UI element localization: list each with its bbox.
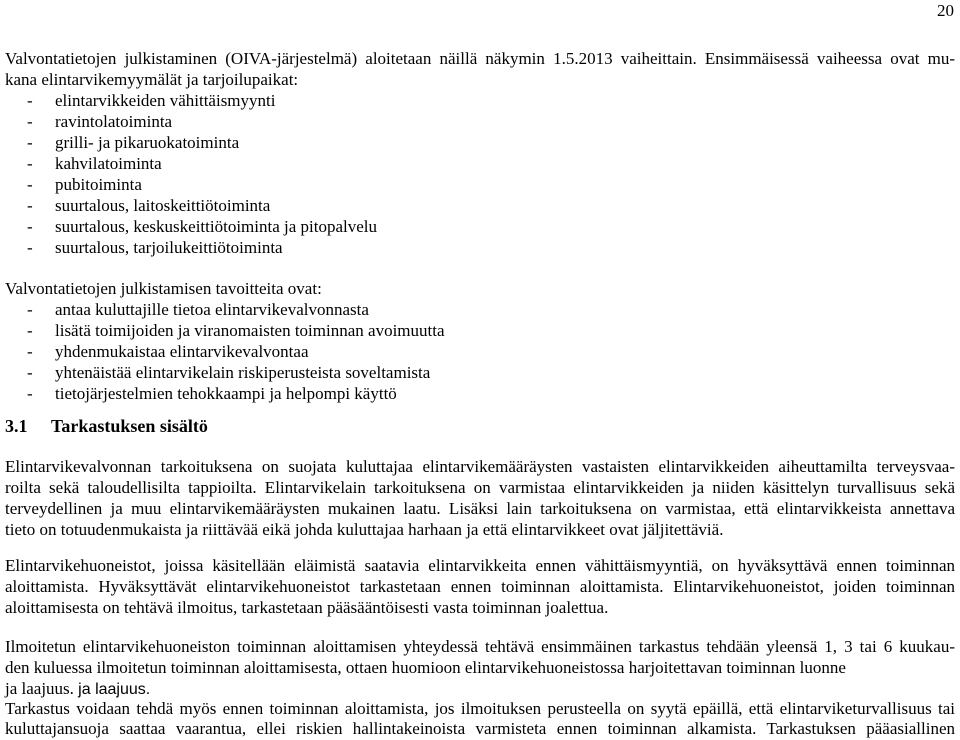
list-item bbox=[5, 154, 162, 174]
dash-bullet: - bbox=[27, 133, 33, 152]
laajuus-sans: ja laajuus. bbox=[78, 681, 151, 698]
list-item bbox=[5, 342, 309, 362]
paragraph-line: Elintarvikehuoneistot, joissa käsitellään eläimistä saatavia elintarvikkeita ennen vähittäismyyntiä, on hyväksyttävä ennen toiminnan bbox=[5, 556, 955, 575]
list-item-text: suurtalous, laitoskeittiötoiminta bbox=[55, 196, 271, 215]
laajuus-serif: ja laajuus. bbox=[5, 679, 74, 698]
list-item bbox=[5, 175, 142, 195]
list-item-text: yhtenäistää elintarvikelain riskiperusteista soveltamista bbox=[55, 363, 431, 382]
list-item-text: yhdenmukaistaa elintarvikevalvontaa bbox=[55, 342, 309, 361]
dash-bullet: - bbox=[27, 91, 33, 110]
paragraph-line: den kuluessa ilmoitetun toiminnan aloittamisesta, ottaen huomioon elintarvikehuoneistossa harjoitettavan toiminnan luonne bbox=[5, 658, 846, 677]
dash-bullet: - bbox=[27, 363, 33, 382]
list-item bbox=[5, 133, 239, 153]
intro-line-2: kana elintarvikemyymälät ja tarjoilupaikat: bbox=[5, 70, 299, 89]
section-number: 3.1 bbox=[5, 416, 28, 436]
page-number: 20 bbox=[937, 1, 954, 20]
list-item-text: ravintolatoiminta bbox=[55, 112, 173, 131]
section-heading bbox=[5, 416, 208, 436]
dash-bullet: - bbox=[27, 112, 33, 131]
paragraph-line: Ilmoitetun elintarvikehuoneiston toiminnan aloittamisen yhteydessä tehtävä ensimmäinen tarkastus tehdään yleensä 1, 3 tai 6 kuukau- bbox=[5, 637, 955, 656]
intro-line-1: Valvontatietojen julkistaminen (OIVA-järjestelmä) aloitetaan näillä näkymin 1.5.2013 vaiheittain. Ensimmäisessä vaiheessa ovat mu- bbox=[5, 49, 955, 68]
dash-bullet: - bbox=[27, 321, 33, 340]
paragraph-line: aloittamisesta on tehtävä ilmoitus, tarkastetaan pääsääntöisesti vasta toiminnan joalettua. bbox=[5, 598, 609, 617]
list-item-text: suurtalous, keskuskeittiötoiminta ja pitopalvelu bbox=[55, 217, 378, 236]
dash-bullet: - bbox=[27, 175, 33, 194]
dash-bullet: - bbox=[27, 217, 33, 236]
paragraph-line: aloittamista. Hyväksyttävät elintarvikehuoneistot tarkastetaan ennen toiminnan aloittamista. Elintarvikehuoneistot, joiden toiminnan bbox=[5, 577, 955, 596]
list-item-text: kahvilatoiminta bbox=[55, 154, 162, 173]
paragraph-line: Tarkastus voidaan tehdä myös ennen toiminnan aloittamista, jos ilmoituksen perusteella on syytä epäillä, että elintarviketurvallisuus tai bbox=[5, 699, 955, 718]
dash-bullet: - bbox=[27, 342, 33, 361]
list-item-text: pubitoiminta bbox=[55, 175, 142, 194]
section-title: Tarkastuksen sisältö bbox=[51, 416, 208, 436]
list-item bbox=[5, 112, 172, 132]
list-item bbox=[5, 300, 369, 320]
list-item-text: suurtalous, tarjoilukeittiötoiminta bbox=[55, 238, 283, 257]
list-item bbox=[5, 363, 430, 383]
list-item bbox=[5, 217, 377, 237]
list-item-text: elintarvikkeiden vähittäismyynti bbox=[55, 91, 276, 110]
list-item-text: grilli- ja pikaruokatoiminta bbox=[55, 133, 240, 152]
list-item bbox=[5, 321, 445, 341]
list-item bbox=[5, 196, 270, 216]
list-item-text: antaa kuluttajille tietoa elintarvikevalvonnasta bbox=[55, 300, 369, 319]
dash-bullet: - bbox=[27, 384, 33, 403]
dash-bullet: - bbox=[27, 196, 33, 215]
list-item-text: tietojärjestelmien tehokkaampi ja helpompi käyttö bbox=[55, 384, 397, 403]
list-item bbox=[5, 91, 275, 111]
paragraph-line: roilta sekä taloudellisilta tappioilta. Elintarvikelain tarkoituksena on varmistaa elintarvikkeiden ja niiden käsittelyn turvallisuus sekä bbox=[5, 478, 955, 497]
paragraph-line: Elintarvikevalvonnan tarkoituksena on suojata kuluttajaa elintarvikemääräysten vastaisten elintarvikkeiden aiheuttamilta terveysvaa- bbox=[5, 457, 955, 476]
dash-bullet: - bbox=[27, 238, 33, 257]
list-item bbox=[5, 238, 283, 258]
list-item bbox=[5, 384, 397, 404]
list-item-text: lisätä toimijoiden ja viranomaisten toiminnan avoimuutta bbox=[55, 321, 445, 340]
dash-bullet: - bbox=[27, 300, 33, 319]
dash-bullet: - bbox=[27, 154, 33, 173]
paragraph-line: kuluttajansuoja saattaa vaarantua, ellei riskien hallintakeinoista varmisteta ennen toiminnan alkamista. Tarkastuksen pääasiallinen bbox=[5, 719, 955, 738]
paragraph-line: tieto on totuudenmukaista ja riittävää eikä johda kuluttajaa harhaan ja että elintarvikkeet ovat jäljitettäviä. bbox=[5, 520, 724, 539]
paragraph-line: terveydellinen ja muu elintarvikemääräysten mukainen laatu. Lisäksi lain tarkoituksena on varmistaa, että elintarvikkeista annettava bbox=[5, 499, 955, 518]
goals-title: Valvontatietojen julkistamisen tavoitteita ovat: bbox=[5, 279, 322, 298]
laajuus-line bbox=[5, 679, 150, 700]
